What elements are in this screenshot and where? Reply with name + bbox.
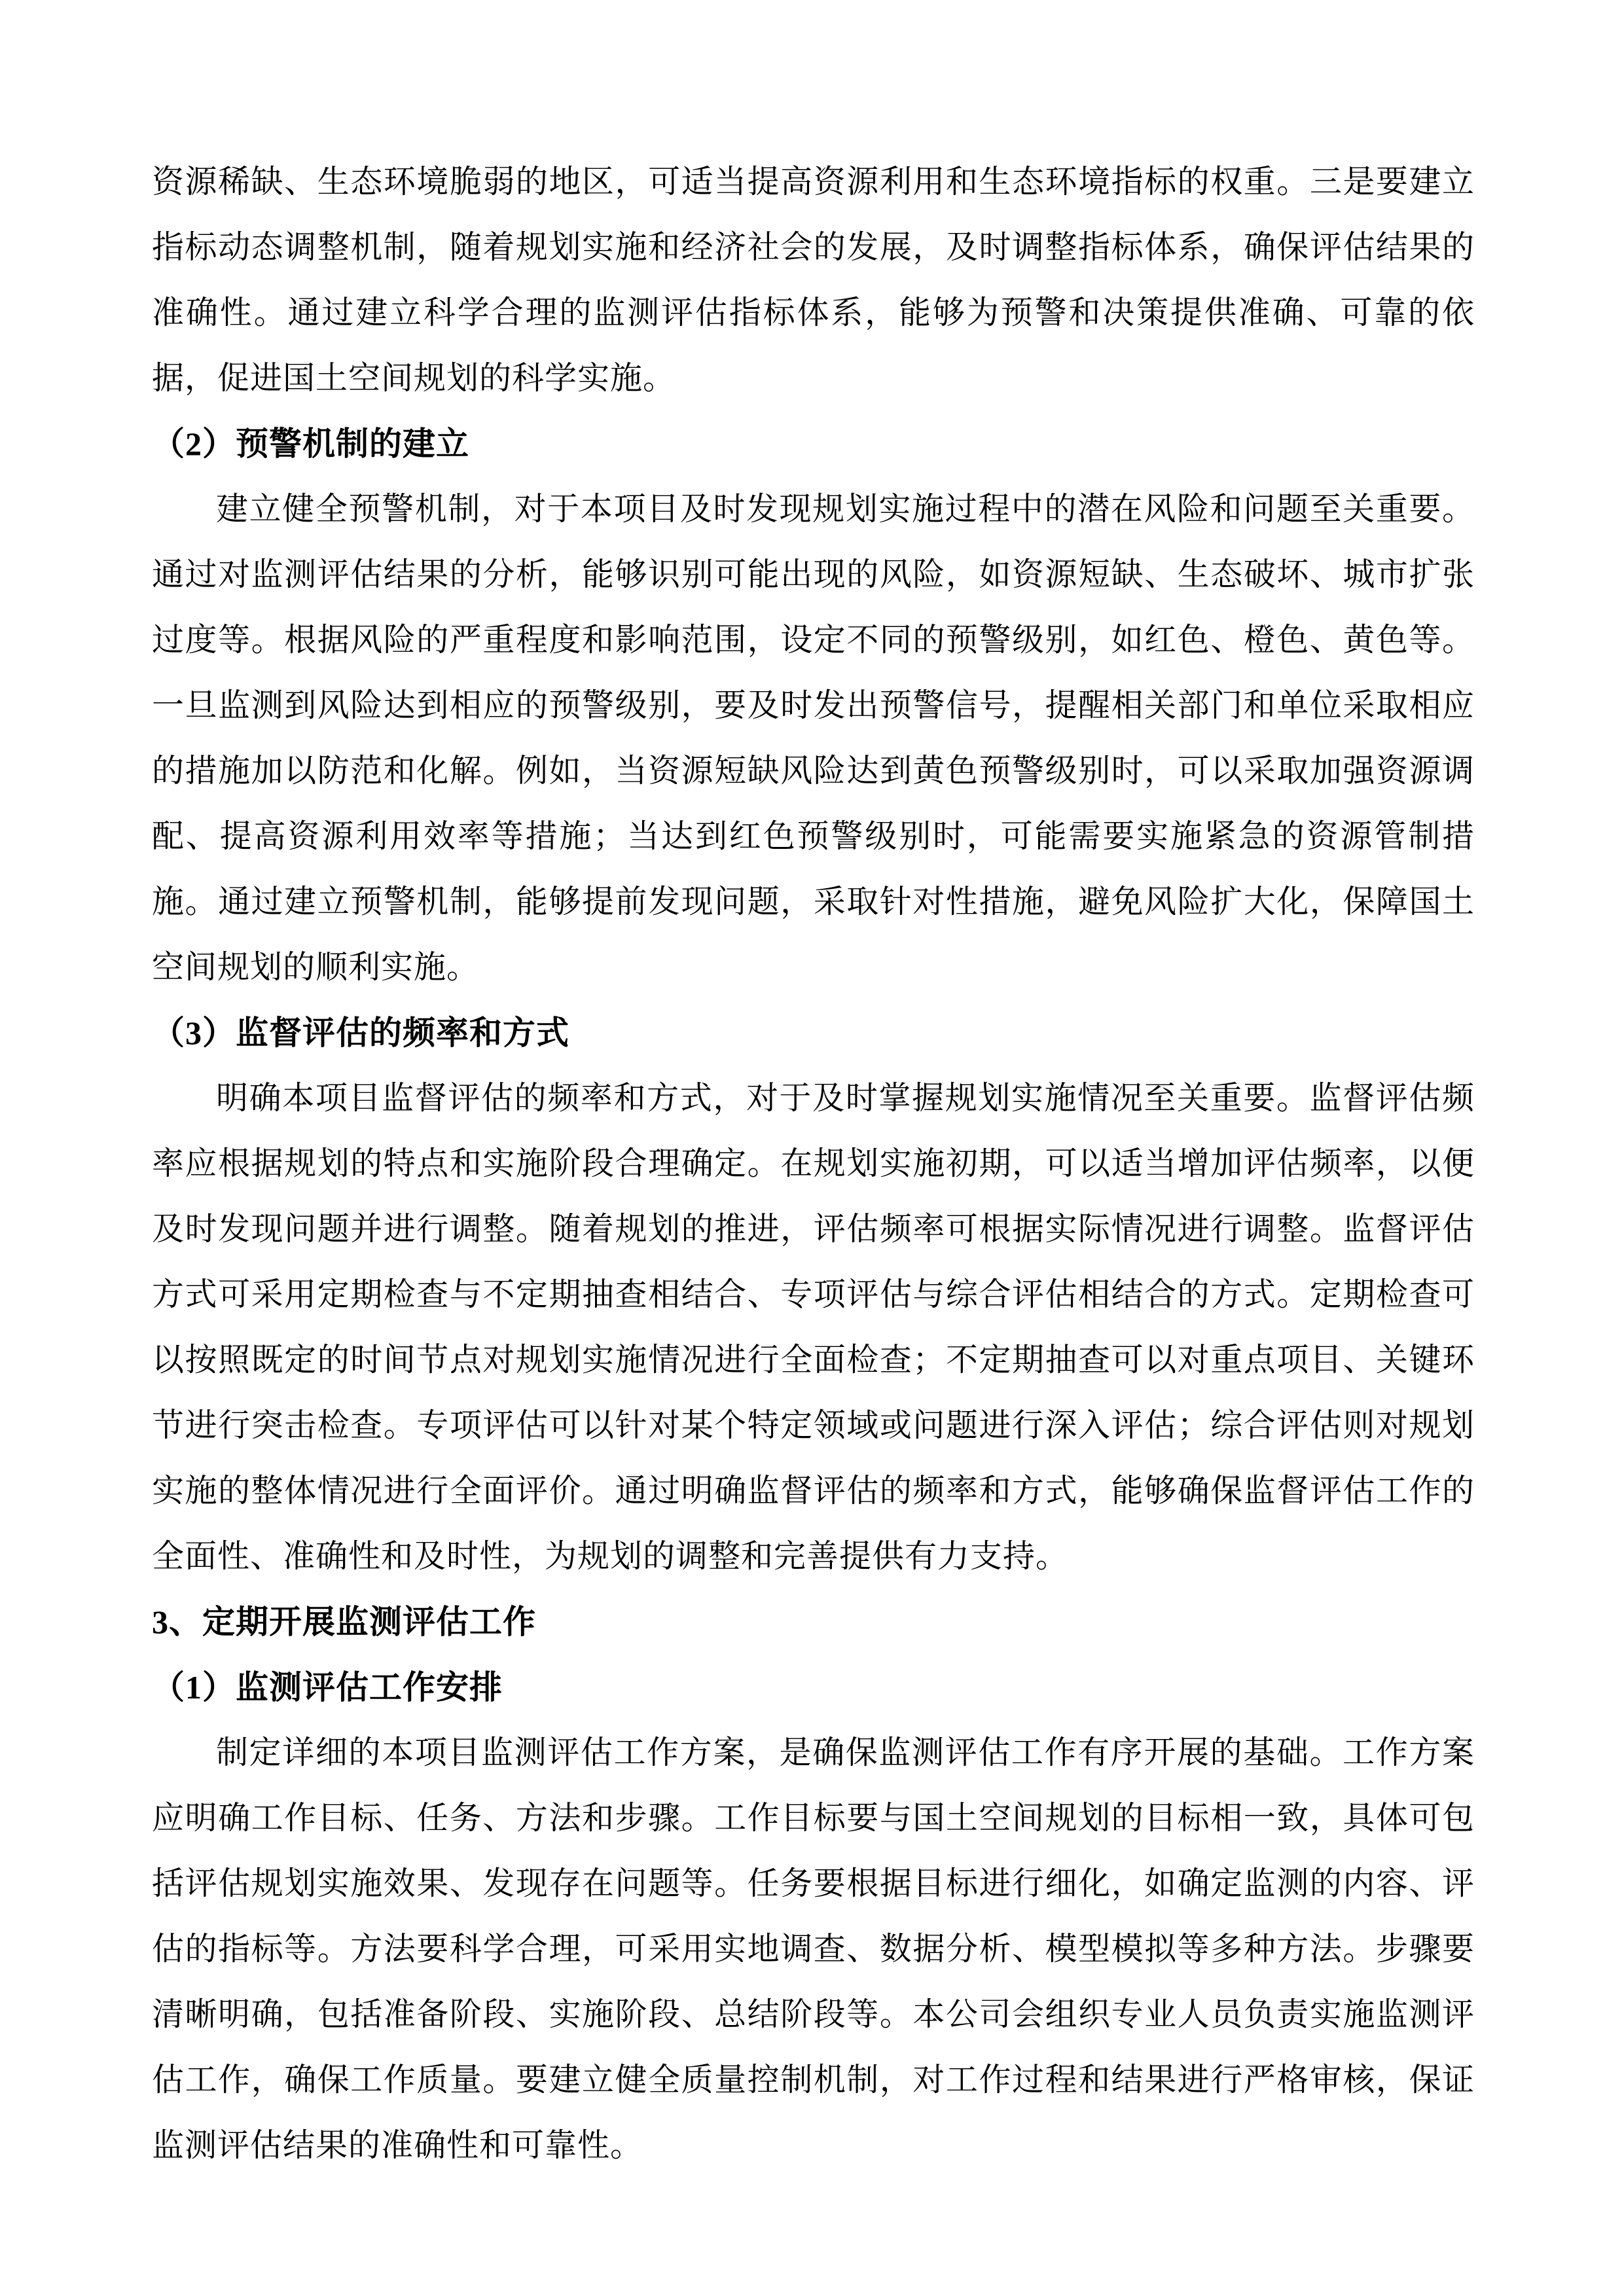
paragraph-indicator-adjustment: 资源稀缺、生态环境脆弱的地区，可适当提高资源利用和生态环境指标的权重。三是要建立指标动态调整机制，随着规划实施和经济社会的发展，及时调整指标体系，确保评估结果的准确性。通过建立科学合理的监测评估指标体系，能够为预警和决策提供准确、可靠的依据，促进国土空间规划的科学实施。 xyxy=(152,164,1475,396)
paragraph-early-warning-mechanism: 建立健全预警机制，对于本项目及时发现规划实施过程中的潜在风险和问题至关重要。通过对监测评估结果的分析，能够识别可能出现的风险，如资源短缺、生态破坏、城市扩张过度等。根据风险的严重程度和影响范围，设定不同的预警级别，如红色、橙色、黄色等。一旦监测到风险达到相应的预警级别，要及时发出预警信号，提醒相关部门和单位采取相应的措施加以防范和化解。例如，当资源短缺风险达到黄色预警级别时，可以采取加强资源调配、提高资源利用效率等措施；当达到红色预警级别时，可能需要实施紧急的资源管制措施。通过建立预警机制，能够提前发现问题，采取针对性措施，避免风险扩大化，保障国土空间规划的顺利实施。 xyxy=(152,491,1475,985)
paragraph-monitoring-work-arrangement: 制定详细的本项目监测评估工作方案，是确保监测评估工作有序开展的基础。工作方案应明确工作目标、任务、方法和步骤。工作目标要与国土空间规划的目标相一致，具体可包括评估规划实施效果、发现存在问题等。任务要根据目标进行细化，如确定监测的内容、评估的指标等。方法要科学合理，可采用实地调查、数据分析、模型模拟等多种方法。步骤要清晰明确，包括准备阶段、实施阶段、总结阶段等。本公司会组织专业人员负责实施监测评估工作，确保工作质量。要建立健全质量控制机制，对工作过程和结果进行严格审核，保证监测评估结果的准确性和可靠性。 xyxy=(152,1734,1475,2163)
heading-periodic-monitoring-evaluation: 3、定期开展监测评估工作 xyxy=(152,1604,536,1640)
heading-monitoring-work-arrangement: （1）监测评估工作安排 xyxy=(152,1669,503,1706)
heading-early-warning-mechanism: （2）预警机制的建立 xyxy=(152,425,469,462)
heading-supervision-frequency: （3）监督评估的频率和方式 xyxy=(152,1014,569,1051)
paragraph-supervision-frequency: 明确本项目监督评估的频率和方式，对于及时掌握规划实施情况至关重要。监督评估频率应根据规划的特点和实施阶段合理确定。在规划实施初期，可以适当增加评估频率，以便及时发现问题并进行调整。随着规划的推进，评估频率可根据实际情况进行调整。监督评估方式可采用定期检查与不定期抽查相结合、专项评估与综合评估相结合的方式。定期检查可以按照既定的时间节点对规划实施情况进行全面检查；不定期抽查可以对重点项目、关键环节进行突击检查。专项评估可以针对某个特定领域或问题进行深入评估；综合评估则对规划实施的整体情况进行全面评价。通过明确监督评估的频率和方式，能够确保监督评估工作的全面性、准确性和及时性，为规划的调整和完善提供有力支持。 xyxy=(152,1080,1475,1574)
